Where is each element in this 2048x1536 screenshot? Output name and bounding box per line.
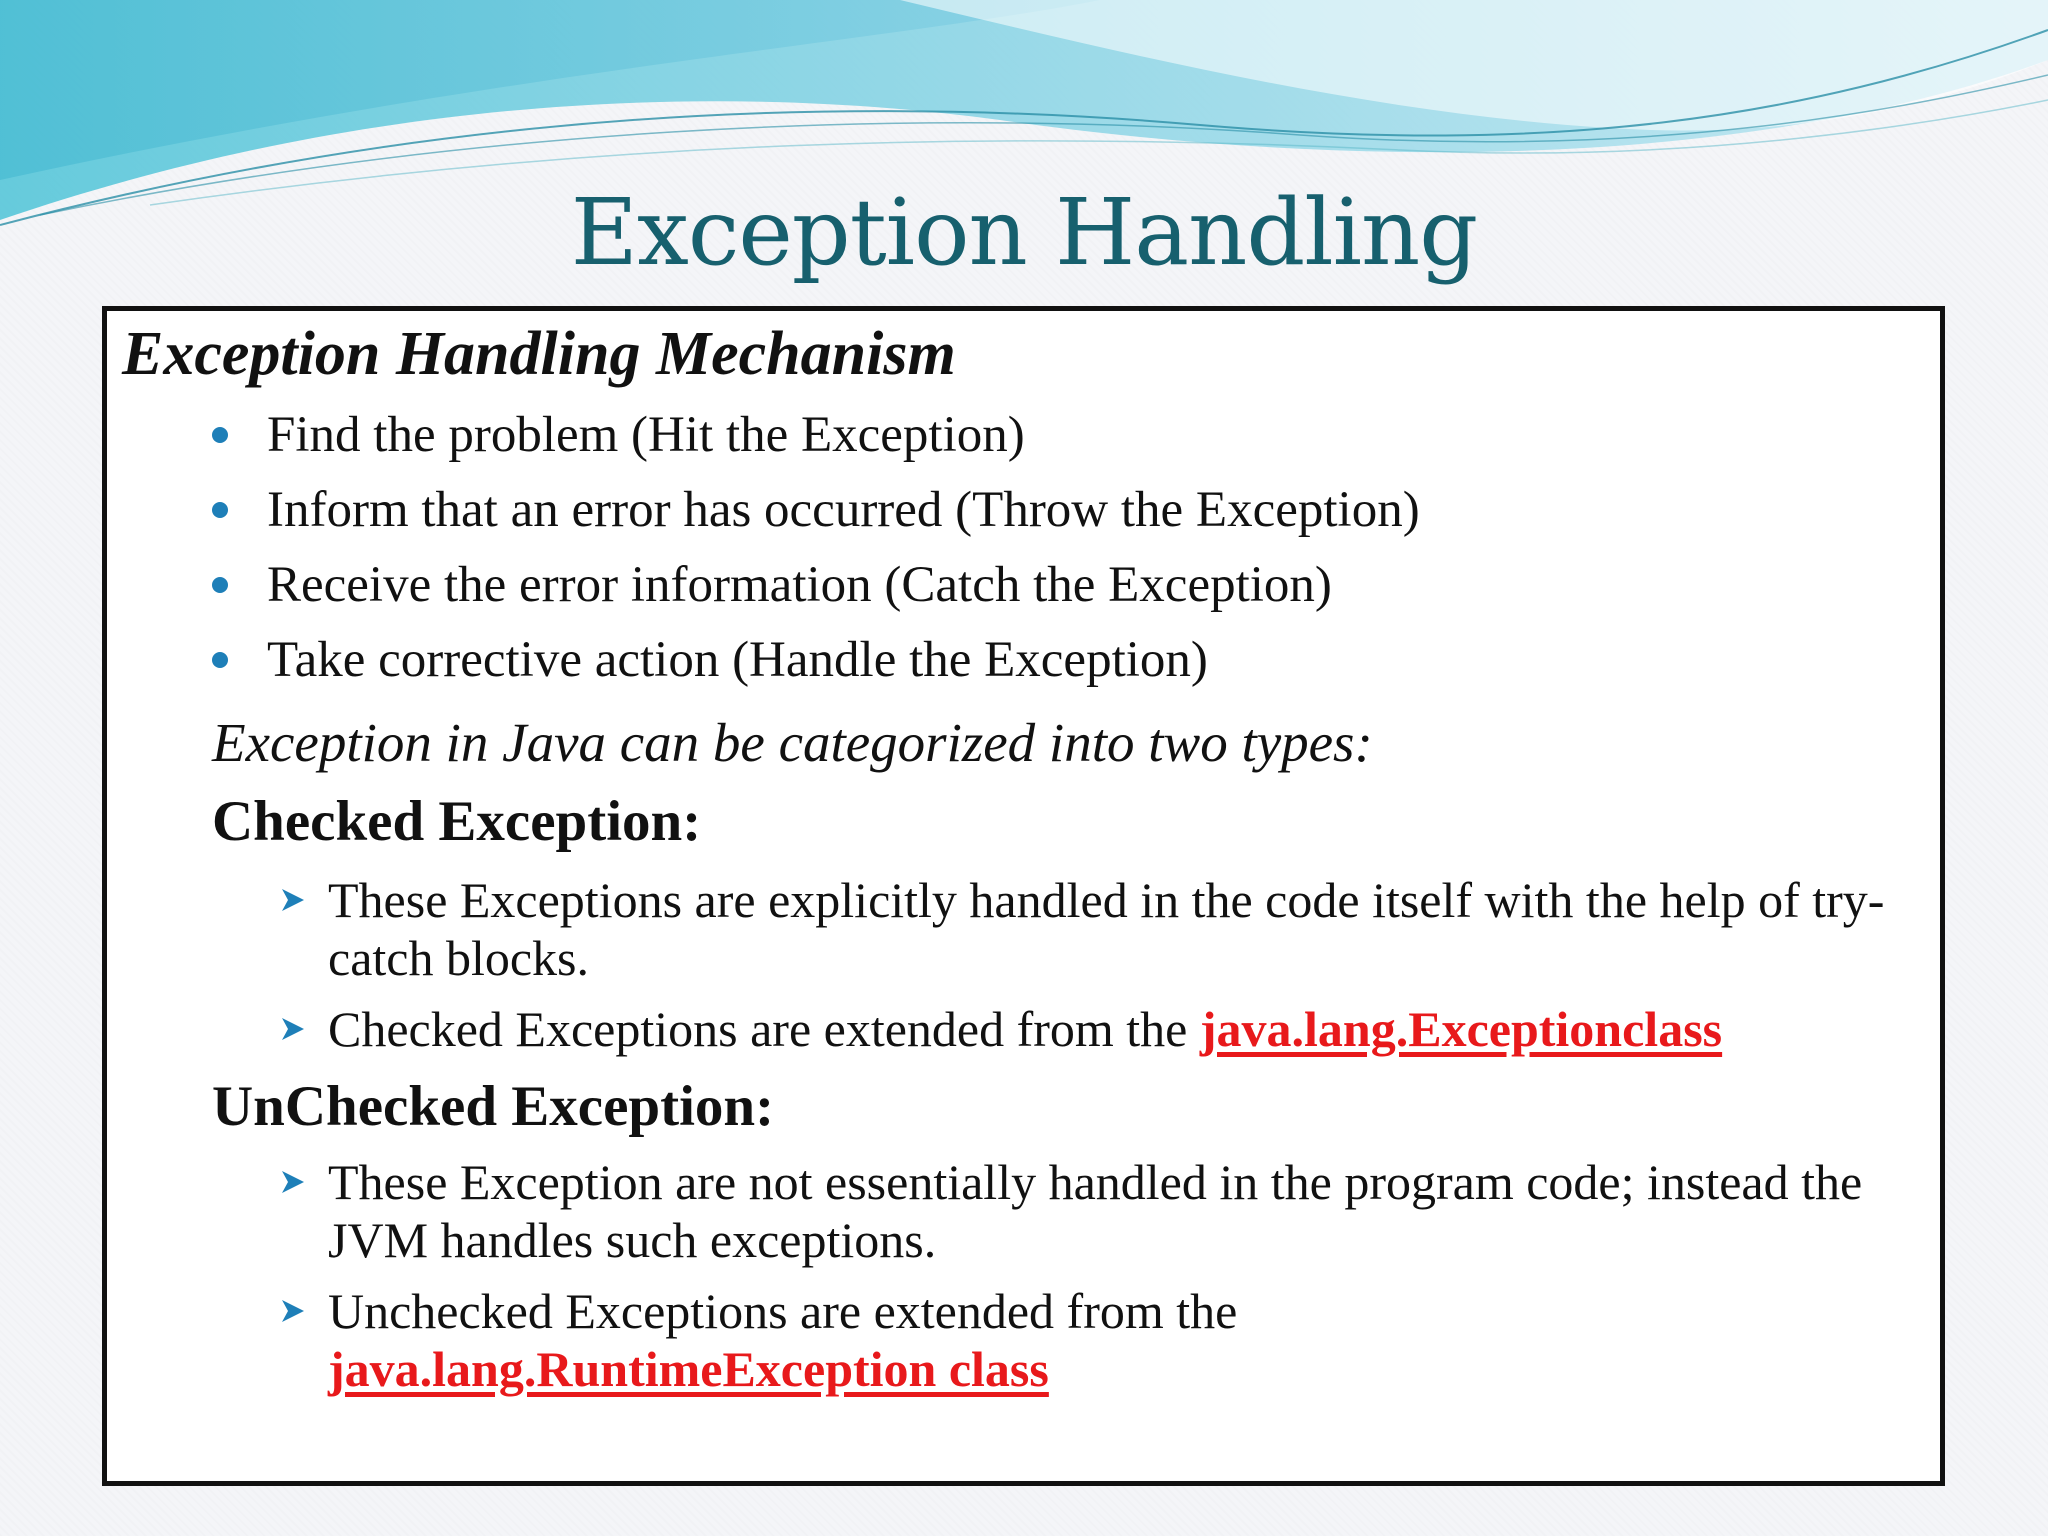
round-dot-icon — [212, 502, 228, 518]
list-item-text: Take corrective action (Handle the Exception) — [267, 632, 1208, 688]
list-item-text: Receive the error information (Catch the Exception) — [267, 557, 1332, 613]
runtime-exception-class-link[interactable]: java.lang.RuntimeException class — [328, 1341, 1049, 1397]
checked-exception-heading: Checked Exception: — [212, 790, 702, 853]
arrowhead-icon — [276, 1294, 310, 1328]
slide-title: Exception Handling — [570, 179, 1478, 286]
unchecked-point-1: These Exception are not essentially handled in the program code; instead the JVM handles such exceptions. — [328, 1154, 1863, 1268]
checked-point-2 — [328, 1000, 1928, 1058]
unchecked-point-2-text: Unchecked Exceptions are extended from the — [328, 1283, 1238, 1339]
unchecked-exception-heading: UnChecked Exception: — [212, 1075, 775, 1138]
arrowhead-icon — [276, 1165, 310, 1199]
list-item-text: Inform that an error has occurred (Throw the Exception) — [267, 482, 1420, 538]
unchecked-point-2 — [328, 1282, 1928, 1398]
categories-intro: Exception in Java can be categorized into two types: — [212, 712, 1373, 773]
exception-class-link[interactable]: java.lang.Exceptionclass — [1199, 1001, 1723, 1057]
checked-point-1: These Exceptions are explicitly handled in the code itself with the help of try-catch blocks. — [328, 872, 1885, 986]
round-dot-icon — [212, 652, 228, 668]
section-heading: Exception Handling Mechanism — [122, 320, 956, 388]
round-dot-icon — [212, 577, 228, 593]
arrowhead-icon — [276, 1012, 310, 1046]
arrowhead-icon — [276, 883, 310, 917]
list-item-text: Find the problem (Hit the Exception) — [267, 407, 1025, 463]
round-dot-icon — [212, 427, 228, 443]
checked-point-2-text: Checked Exceptions are extended from the — [328, 1001, 1200, 1057]
